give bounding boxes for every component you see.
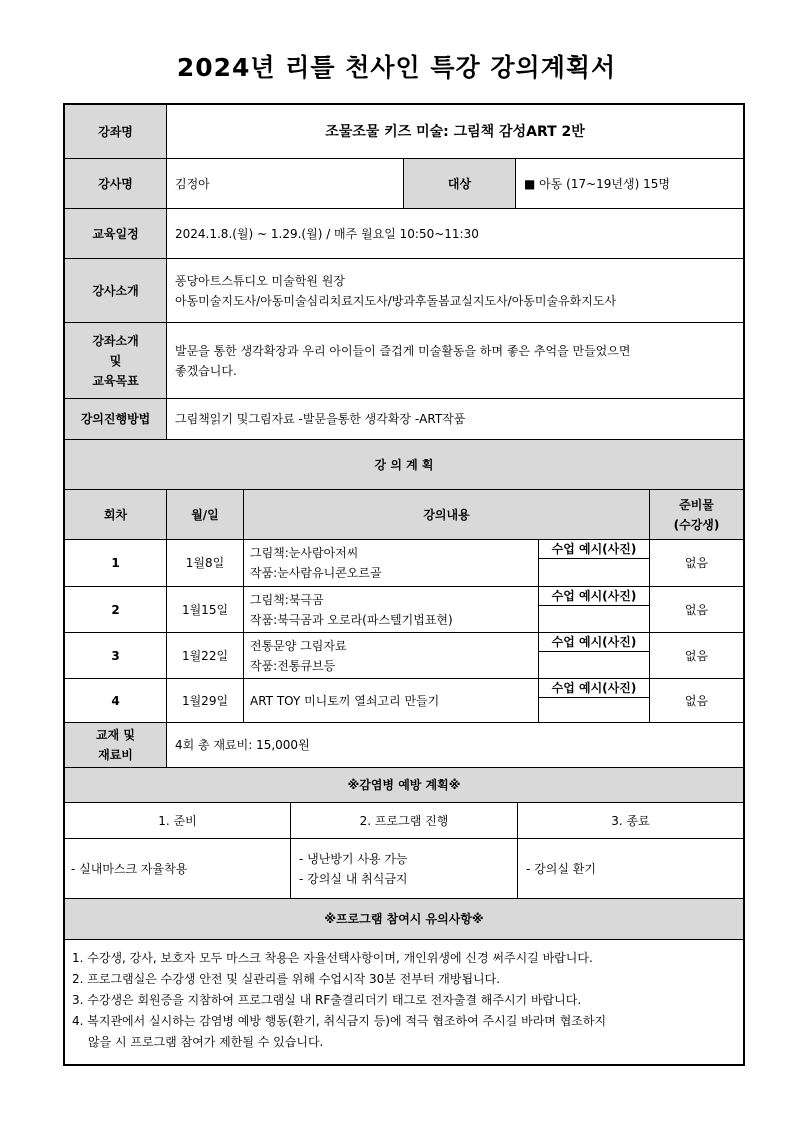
goal-label-line-3: 교육목표 — [92, 373, 139, 388]
plan-col-content: 강의내용 — [243, 489, 650, 540]
plan-row-2-line-1: 그림책:북극곰 — [250, 592, 324, 607]
target-label: 대상 — [403, 158, 516, 209]
goal-line-1: 발문을 통한 생각확장과 우리 아이들이 즐겁게 미술활동을 하며 좋은 추억을 만들었으면 — [175, 343, 631, 358]
plan-row-4-date: 1월29일 — [166, 678, 244, 723]
plan-row-1-prep: 없음 — [649, 539, 744, 587]
plan-row-3-date: 1월22일 — [166, 632, 244, 679]
goal-label-line-2: 및 — [109, 353, 122, 368]
prevention-cell-2 — [290, 838, 518, 899]
prevention-col-3: 3. 종료 — [517, 802, 744, 839]
goal-label — [64, 322, 167, 399]
plan-row-1-line-2: 작품:눈사람유니콘오르골 — [250, 566, 382, 580]
plan-row-3-no: 3 — [64, 632, 167, 679]
material-value: 4회 총 재료비: 15,000원 — [166, 722, 744, 768]
method-label: 강의진행방법 — [64, 398, 167, 440]
plan-section-title: 강 의 계 획 — [64, 439, 744, 490]
prevention-cell-3: - 강의실 환기 — [517, 838, 744, 899]
plan-row-4-prep: 없음 — [649, 678, 744, 723]
document-title: 2024년 리틀 천사인 특강 강의계획서 — [176, 53, 617, 82]
plan-col-session: 회차 — [64, 489, 167, 540]
schedule-label: 교육일정 — [64, 208, 167, 259]
course-name: 조물조물 키즈 미술: 그림책 감성ART 2반 — [166, 104, 744, 159]
target-value: ■ 아동 (17~19년생) 15명 — [515, 158, 744, 209]
plan-row-3-example-label: 수업 예시(사진) — [538, 632, 650, 652]
plan-row-1-date: 1월8일 — [166, 539, 244, 587]
plan-row-2-no: 2 — [64, 586, 167, 633]
plan-col-prep — [649, 489, 744, 540]
notice-item-2: 2. 프로그램실은 수강생 안전 및 실관리를 위해 수업시작 30분 전부터 개방됩니다. — [72, 972, 501, 986]
goal-label-line-1: 강좌소개 — [92, 333, 139, 348]
notice-item-3: 3. 수강생은 회원증을 지참하여 프로그램실 내 RF출결리더기 태그로 전자출결 해주시기 바랍니다. — [72, 993, 582, 1007]
plan-row-4-no: 4 — [64, 678, 167, 723]
material-label-line-1: 교재 및 — [96, 728, 135, 742]
intro-line-1: 퐁당아트스튜디오 미술학원 원장 — [175, 273, 345, 288]
plan-row-4-example-photo — [538, 697, 650, 723]
plan-row-2-line-2: 작품:북극곰과 오로라(파스텔기법표현) — [250, 612, 453, 627]
plan-row-2-prep: 없음 — [649, 586, 744, 633]
plan-col-prep-line-1: 준비물 — [679, 497, 714, 512]
notice-list — [64, 939, 744, 1065]
plan-row-3-line-1: 전통문양 그림자료 — [250, 638, 347, 653]
plan-row-2-content — [243, 586, 539, 633]
plan-row-1-line-1: 그림책:눈사람아저씨 — [250, 546, 359, 560]
material-label-line-2: 재료비 — [98, 748, 133, 762]
plan-row-1-content — [243, 539, 539, 587]
instructor-label: 강사명 — [64, 158, 167, 209]
intro-line-2: 아동미술지도사/아동미술심리치료지도사/방과후돌봄교실지도사/아동미술유화지도사 — [175, 293, 617, 308]
plan-row-3-prep: 없음 — [649, 632, 744, 679]
plan-col-date: 월/일 — [166, 489, 244, 540]
prevention-title: ※감염병 예방 계획※ — [64, 767, 744, 803]
plan-row-1-no: 1 — [64, 539, 167, 587]
plan-row-4-content: ART TOY 미니토끼 열쇠고리 만들기 — [243, 678, 539, 723]
material-label — [64, 722, 167, 768]
prevention-cell-2-line-2: - 강의실 내 취식금지 — [299, 871, 408, 886]
plan-row-1-example-label: 수업 예시(사진) — [538, 539, 650, 559]
notice-item-4-line-1: 4. 복지관에서 실시하는 감염병 예방 행동(환기, 취식금지 등)에 적극 협조하여 주시길 바라며 협조하지 — [72, 1014, 607, 1028]
notice-item-1: 1. 수강생, 강사, 보호자 모두 마스크 착용은 자율선택사항이며, 개인위생에 신경 써주시길 바랍니다. — [72, 951, 593, 965]
intro-value — [166, 258, 744, 323]
instructor-name: 김정아 — [166, 158, 404, 209]
schedule-value: 2024.1.8.(월) ~ 1.29.(월) / 매주 월요일 10:50~11:30 — [166, 208, 744, 259]
plan-row-2-date: 1월15일 — [166, 586, 244, 633]
method-value: 그림책읽기 및그림자료 -발문을통한 생각확장 -ART작품 — [166, 398, 744, 440]
goal-line-2: 좋겠습니다. — [175, 363, 237, 378]
plan-row-3-content — [243, 632, 539, 679]
intro-label: 강사소개 — [64, 258, 167, 323]
plan-row-1-example-photo — [538, 558, 650, 587]
plan-row-2-example-label: 수업 예시(사진) — [538, 586, 650, 606]
plan-row-4-example-label: 수업 예시(사진) — [538, 678, 650, 698]
prevention-col-1: 1. 준비 — [64, 802, 291, 839]
prevention-col-2: 2. 프로그램 진행 — [290, 802, 518, 839]
notice-title: ※프로그램 참여시 유의사항※ — [64, 898, 744, 940]
course-label: 강좌명 — [64, 104, 167, 159]
notice-item-4-line-2: 않을 시 프로그램 참여가 제한될 수 있습니다. — [88, 1035, 324, 1049]
prevention-cell-2-line-1: - 냉난방기 사용 가능 — [299, 851, 408, 866]
plan-row-3-line-2: 작품:전통큐브등 — [250, 658, 336, 673]
prevention-cell-1: - 실내마스크 자율착용 — [64, 838, 291, 899]
plan-col-prep-line-2: (수강생) — [673, 517, 720, 532]
goal-value — [166, 322, 744, 399]
plan-row-2-example-photo — [538, 605, 650, 633]
plan-row-3-example-photo — [538, 651, 650, 679]
